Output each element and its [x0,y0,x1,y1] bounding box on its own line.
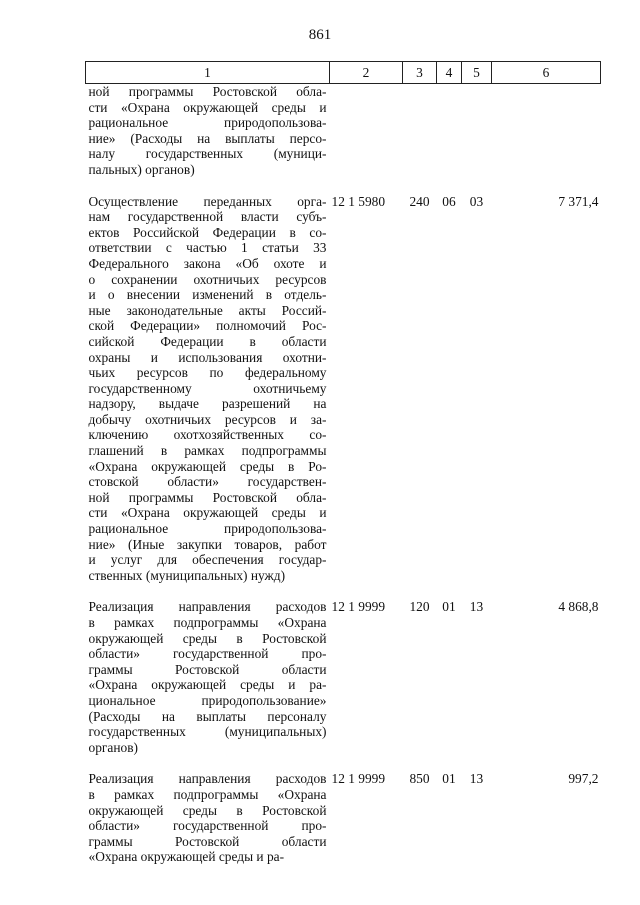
description-line: ной программы Ростовской обла- [88,489,327,505]
description-line: пальных) органов) [88,161,195,177]
row-description [86,599,330,771]
description-line: окружающей среды в Ростовской [88,802,327,818]
description-line: рациональное природопользова- [88,115,327,131]
description-line: сти «Охрана окружающей среды и [88,99,327,115]
description-line: Реализация направления расходов [88,599,327,615]
table-body [86,84,601,881]
description-line: (Расходы на выплаты персоналу [88,708,327,724]
table-row [86,194,601,600]
page-number: 861 [308,27,332,43]
description-line: окружающей среды в Ростовской [88,630,327,646]
expense-type-code: 120 [409,599,430,615]
description-line: ственных (муниципальных) нужд) [88,567,286,583]
description-line: в рамках подпрограммы «Охрана [88,615,327,630]
budget-table [85,61,601,881]
description-line: ектов Российской Федерации в со- [88,224,327,240]
subsection-code: 03 [469,193,484,209]
table-row [86,771,601,881]
column-header-6: 6 [492,62,601,84]
description-line: Осуществление переданных орга- [88,193,327,209]
row-description [86,771,330,881]
description-line: циональное природопользование» [88,692,327,708]
description-line: государственному охотничьему [88,380,327,396]
description-line: Реализация направления расходов [88,771,327,787]
description-line: и услуг для обеспечения государ- [88,552,327,568]
section-code: 06 [442,193,456,209]
column-header-2: 2 [330,62,403,84]
expense-type-code [403,84,437,194]
expense-type-code: 240 [409,193,430,209]
description-line: охраны и использования охотни- [88,349,327,365]
description-line: и о внесении изменений в отдель- [88,287,327,303]
table-row [86,84,601,194]
description-line: ние» (Иные закупки товаров, работ [88,536,327,552]
description-line: рациональное природопользова- [88,521,327,537]
description-line: нам государственной власти субъ- [88,209,327,225]
target-article-code: 12 1 9999 [331,599,386,615]
description-line: государственных (муниципальных) [88,724,327,740]
description-line: граммы Ростовской области [88,833,327,849]
amount-value: 7 371,4 [558,193,599,209]
description-line: чьих ресурсов по федеральному [88,365,327,381]
target-article-code [330,84,403,194]
row-description [86,194,330,600]
table-header-row [86,62,601,84]
description-line: ключению охотхозяйственных со- [88,427,327,443]
description-line: ной программы Ростовской обла- [88,84,327,99]
description-line: ответствии с частью 1 статьи 33 [88,240,327,256]
description-line: ние» (Расходы на выплаты персо- [88,130,327,146]
description-line: о сохранении охотничьих ресурсов [88,271,327,287]
description-line: «Охрана окружающей среды и ра- [88,849,285,865]
target-article-code: 12 1 5980 [331,193,386,209]
description-line: «Охрана окружающей среды и ра- [88,677,327,693]
section-code [437,84,462,194]
description-line: глашений в рамках подпрограммы [88,443,327,459]
column-header-4: 4 [437,62,462,84]
description-line: органов) [88,739,138,755]
section-code: 01 [442,599,456,615]
amount-value [492,84,601,194]
description-line: надзору, выдаче разрешений на [88,396,327,412]
description-line: ные законодательные акты Россий- [88,302,327,318]
description-line: в рамках подпрограммы «Охрана [88,786,327,802]
description-line: сийской Федерации в области [88,333,327,349]
description-line: области» государственной про- [88,818,327,834]
description-line: налу государственных (муници- [88,146,327,162]
expense-type-code: 850 [409,771,430,787]
description-line: области» государственной про- [88,646,327,662]
amount-value: 4 868,8 [558,599,599,615]
column-header-1: 1 [86,62,330,84]
target-article-code: 12 1 9999 [331,771,386,787]
description-line: граммы Ростовской области [88,661,327,677]
subsection-code [462,84,492,194]
row-description [86,84,330,194]
amount-value: 997,2 [568,771,599,787]
description-line: «Охрана окружающей среды в Ро- [88,458,327,474]
description-line: ской Федерации» полномочий Рос- [88,318,327,334]
description-line: сти «Охрана окружающей среды и [88,505,327,521]
subsection-code: 13 [469,599,484,615]
table-row [86,599,601,771]
subsection-code: 13 [469,771,484,787]
description-line: стовской области» государствен- [88,474,327,490]
description-line: Федерального закона «Об охоте и [88,255,327,271]
column-header-3: 3 [403,62,437,84]
description-line: добычу охотничьих ресурсов и за- [88,411,327,427]
section-code: 01 [442,771,456,787]
column-header-5: 5 [462,62,492,84]
